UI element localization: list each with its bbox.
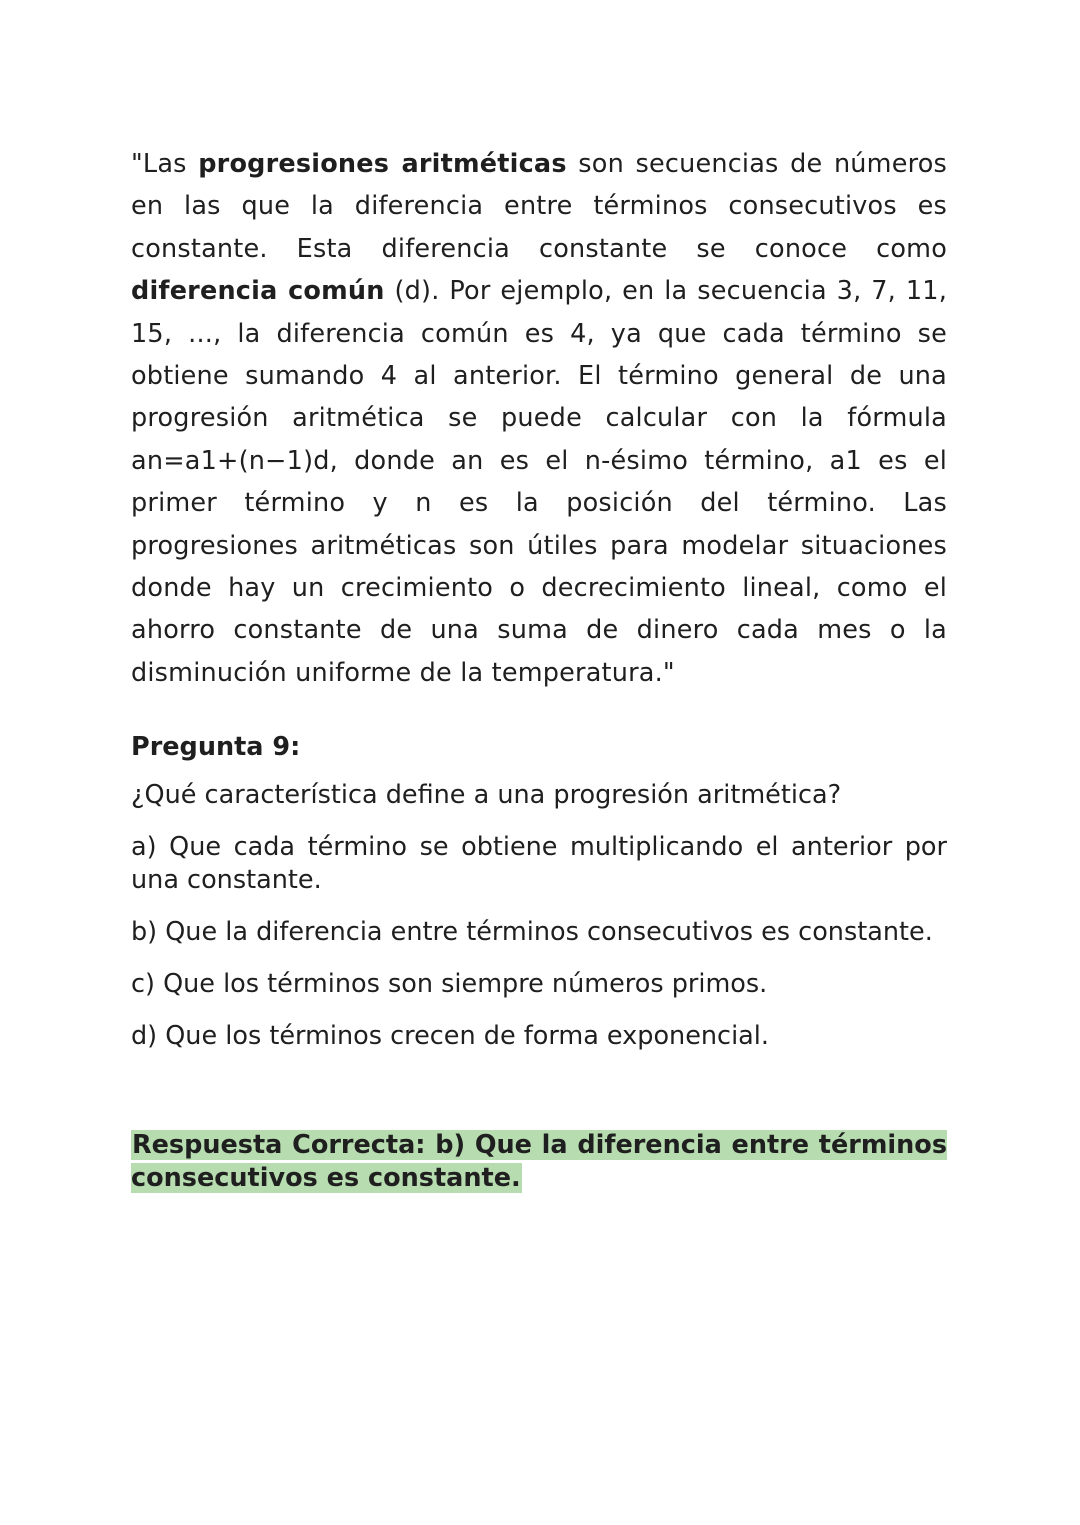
correct-answer [131, 1129, 947, 1195]
option-b: b) Que la diferencia entre términos consecutivos es constante. [131, 917, 933, 948]
document-page [131, 143, 947, 1195]
correct-answer-highlight: Respuesta Correcta: b) Que la diferencia entre términos consecutivos es constante. [131, 1130, 947, 1194]
option-d: d) Que los términos crecen de forma exponencial. [131, 1021, 769, 1052]
option-c: c) Que los términos son siempre números primos. [131, 969, 768, 1000]
passage-text-1: "Las [131, 149, 199, 179]
option-a: a) Que cada término se obtiene multiplicando el anterior por una constante. [131, 832, 947, 896]
term-diferencia-comun: diferencia común [131, 276, 385, 307]
question-text: ¿Qué característica define a una progresión aritmética? [131, 780, 842, 811]
passage-text-3: (d). Por ejemplo, en la secuencia 3, 7, 11, 15, ..., la diferencia común es 4, ya que cada término se obtiene sumando 4 al anterior. El término general de una progresión aritmética se puede calcular con la fórmula an=a1+(n−1)d, donde an es el n-ésimo término, a1 es el primer término y n es la posición del término. Las progresiones aritméticas son útiles para modelar situaciones donde hay un crecimiento o decrecimiento lineal, como el ahorro constante de una suma de dinero cada mes o la disminución uniforme de la temperatura." [131, 276, 948, 688]
passage-text-2: son secuencias de números en las que la diferencia entre términos consecutivos es constante. Esta diferencia constante se conoce como [131, 149, 948, 264]
reading-passage [131, 143, 947, 694]
term-progresiones-aritmeticas: progresiones aritméticas [198, 149, 567, 179]
question-title: Pregunta 9: [131, 732, 301, 763]
